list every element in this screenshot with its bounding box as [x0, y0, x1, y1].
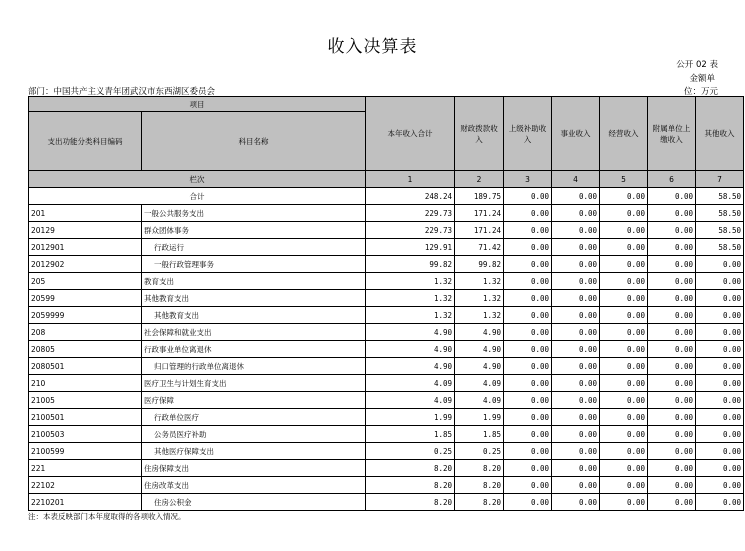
amount-cell: 0.25: [366, 443, 455, 460]
subject-name: 行政事业单位离退休: [142, 341, 366, 358]
code-header: 支出功能分类科目编码: [29, 112, 142, 171]
amount-cell: 0.00: [552, 256, 600, 273]
amount-cell: 8.20: [366, 494, 455, 511]
subject-name: 社会保障和就业支出: [142, 324, 366, 341]
amount-cell: 0.00: [552, 205, 600, 222]
amount-cell: 0.00: [696, 392, 744, 409]
total-value: 0.00: [648, 188, 696, 205]
amount-cell: 0.00: [504, 358, 552, 375]
amount-cell: 0.00: [504, 256, 552, 273]
amount-cell: 1.32: [455, 290, 504, 307]
amount-cell: 0.00: [600, 409, 648, 426]
fiscal-header: 财政拨款收入: [455, 97, 504, 171]
table-row: [29, 358, 744, 375]
function-code: 208: [29, 324, 142, 341]
total-value: 0.00: [552, 188, 600, 205]
table-row: [29, 392, 744, 409]
lanci-num: 3: [504, 171, 552, 188]
amount-cell: 0.00: [504, 307, 552, 324]
amount-cell: 8.20: [455, 460, 504, 477]
table-row: [29, 409, 744, 426]
amount-cell: 0.00: [648, 205, 696, 222]
table-row: [29, 205, 744, 222]
amount-cell: 0.00: [552, 392, 600, 409]
subject-name: 住房公积金: [142, 494, 366, 511]
amount-cell: 0.00: [600, 460, 648, 477]
amount-cell: 0.00: [600, 290, 648, 307]
amount-cell: 0.00: [648, 392, 696, 409]
amount-cell: 4.09: [366, 375, 455, 392]
amount-cell: 0.00: [504, 426, 552, 443]
amount-cell: 58.50: [696, 239, 744, 256]
amount-cell: 0.00: [696, 460, 744, 477]
total-label: 合计: [29, 188, 366, 205]
amount-cell: 8.20: [366, 477, 455, 494]
amount-cell: 0.00: [648, 324, 696, 341]
amount-cell: 1.32: [366, 290, 455, 307]
function-code: 2080501: [29, 358, 142, 375]
function-code: 201: [29, 205, 142, 222]
amount-cell: 4.90: [455, 341, 504, 358]
amount-cell: 8.20: [455, 494, 504, 511]
table-row: [29, 477, 744, 494]
amount-cell: 0.00: [504, 375, 552, 392]
table-row: [29, 460, 744, 477]
amount-cell: 4.09: [455, 392, 504, 409]
function-code: 221: [29, 460, 142, 477]
amount-cell: 0.00: [648, 239, 696, 256]
lanci-num: 2: [455, 171, 504, 188]
amount-cell: 0.00: [600, 273, 648, 290]
amount-cell: 0.00: [504, 341, 552, 358]
amount-cell: 0.00: [552, 358, 600, 375]
amount-cell: 58.50: [696, 222, 744, 239]
amount-cell: 0.00: [696, 324, 744, 341]
subject-name: 医疗卫生与计划生育支出: [142, 375, 366, 392]
subject-name: 教育支出: [142, 273, 366, 290]
amount-cell: 0.00: [600, 307, 648, 324]
function-code: 205: [29, 273, 142, 290]
amount-cell: 0.00: [648, 222, 696, 239]
total-value: 189.75: [455, 188, 504, 205]
amount-cell: 229.73: [366, 222, 455, 239]
item-header: 项目: [29, 97, 366, 112]
table-row: [29, 324, 744, 341]
amount-cell: 1.85: [366, 426, 455, 443]
table-row: [29, 273, 744, 290]
function-code: 20805: [29, 341, 142, 358]
amount-cell: 0.00: [600, 341, 648, 358]
table-row: [29, 426, 744, 443]
table-row: [29, 443, 744, 460]
amount-cell: 0.00: [552, 222, 600, 239]
amount-cell: 0.00: [552, 494, 600, 511]
amount-cell: 4.09: [366, 392, 455, 409]
total-value: 0.00: [600, 188, 648, 205]
subject-name: 住房保障支出: [142, 460, 366, 477]
amount-cell: 0.00: [600, 358, 648, 375]
amount-cell: 0.00: [600, 426, 648, 443]
amount-cell: 0.00: [696, 273, 744, 290]
amount-cell: 0.00: [696, 256, 744, 273]
subject-name: 行政单位医疗: [142, 409, 366, 426]
function-code: 2100501: [29, 409, 142, 426]
amount-cell: 8.20: [366, 460, 455, 477]
table-row: [29, 375, 744, 392]
amount-cell: 0.00: [648, 409, 696, 426]
amount-cell: 0.00: [696, 443, 744, 460]
lanci-num: 4: [552, 171, 600, 188]
amount-cell: 4.09: [455, 375, 504, 392]
unit-label-line1: 金额单: [689, 74, 715, 84]
function-code: 2210201: [29, 494, 142, 511]
amount-cell: 0.00: [504, 205, 552, 222]
total-row: [29, 188, 744, 205]
table-row: [29, 222, 744, 239]
table-row: [29, 239, 744, 256]
lanci-num: 5: [600, 171, 648, 188]
amount-cell: 0.00: [552, 443, 600, 460]
amount-cell: 129.91: [366, 239, 455, 256]
function-code: 20599: [29, 290, 142, 307]
report-title: 收入决算表: [327, 37, 418, 57]
operating-header: 经营收入: [600, 97, 648, 171]
amount-cell: 0.00: [648, 443, 696, 460]
amount-cell: 4.90: [366, 358, 455, 375]
amount-cell: 4.90: [455, 358, 504, 375]
function-code: 21005: [29, 392, 142, 409]
amount-cell: 4.90: [366, 341, 455, 358]
amount-cell: 0.00: [600, 443, 648, 460]
subject-name: 归口管理的行政单位离退休: [142, 358, 366, 375]
subject-name: 医疗保障: [142, 392, 366, 409]
amount-cell: 4.90: [366, 324, 455, 341]
amount-cell: 0.00: [696, 307, 744, 324]
department-label: 部门：中国共产主义青年团武汉市东西湖区委员会: [28, 87, 216, 97]
amount-cell: 0.00: [600, 239, 648, 256]
amount-cell: 0.00: [600, 222, 648, 239]
amount-cell: 0.00: [504, 290, 552, 307]
table-row: [29, 290, 744, 307]
amount-cell: 4.90: [455, 324, 504, 341]
amount-cell: 0.00: [504, 239, 552, 256]
amount-cell: 0.00: [696, 494, 744, 511]
amount-cell: 8.20: [455, 477, 504, 494]
amount-cell: 99.82: [455, 256, 504, 273]
form-number: 公开 02 表: [676, 60, 718, 70]
unit-label-line2: 位：万元: [683, 87, 718, 97]
lanci-label: 栏次: [29, 171, 366, 188]
amount-cell: 0.00: [552, 409, 600, 426]
amount-cell: 171.24: [455, 205, 504, 222]
header-row-item: [29, 97, 744, 112]
amount-cell: 0.00: [552, 273, 600, 290]
amount-cell: 58.50: [696, 205, 744, 222]
amount-cell: 1.99: [366, 409, 455, 426]
subject-name: 住房改革支出: [142, 477, 366, 494]
amount-cell: 0.00: [600, 375, 648, 392]
amount-cell: 0.00: [600, 205, 648, 222]
amount-cell: 0.00: [504, 273, 552, 290]
subject-name: 其他教育支出: [142, 307, 366, 324]
amount-cell: 0.00: [504, 443, 552, 460]
amount-cell: 0.00: [696, 477, 744, 494]
function-code: 210: [29, 375, 142, 392]
amount-cell: 0.00: [648, 273, 696, 290]
lanci-num: 6: [648, 171, 696, 188]
amount-cell: 1.85: [455, 426, 504, 443]
amount-cell: 171.24: [455, 222, 504, 239]
amount-cell: 0.00: [504, 477, 552, 494]
amount-cell: 0.00: [552, 239, 600, 256]
amount-cell: 0.00: [648, 494, 696, 511]
subject-name: 一般行政管理事务: [142, 256, 366, 273]
total-value: 58.50: [696, 188, 744, 205]
amount-cell: 0.00: [552, 324, 600, 341]
amount-cell: 0.00: [552, 290, 600, 307]
amount-cell: 0.00: [504, 409, 552, 426]
function-code: 20129: [29, 222, 142, 239]
amount-cell: 1.32: [455, 273, 504, 290]
amount-cell: 0.00: [504, 324, 552, 341]
amount-cell: 0.00: [552, 307, 600, 324]
subject-name: 一般公共服务支出: [142, 205, 366, 222]
amount-cell: 0.00: [600, 256, 648, 273]
amount-cell: 0.00: [648, 358, 696, 375]
amount-cell: 0.00: [552, 375, 600, 392]
function-code: 2012902: [29, 256, 142, 273]
amount-cell: 0.00: [696, 426, 744, 443]
subsidy-header: 上级补助收入: [504, 97, 552, 171]
amount-cell: 0.00: [648, 460, 696, 477]
amount-cell: 0.00: [504, 494, 552, 511]
amount-cell: 0.00: [552, 426, 600, 443]
amount-cell: 0.00: [648, 290, 696, 307]
affiliate-header: 附属单位上缴收入: [648, 97, 696, 171]
amount-cell: 0.00: [504, 392, 552, 409]
amount-cell: 0.00: [648, 375, 696, 392]
subject-name: 行政运行: [142, 239, 366, 256]
subject-name: 公务员医疗补助: [142, 426, 366, 443]
amount-cell: 0.00: [648, 426, 696, 443]
amount-cell: 0.00: [552, 341, 600, 358]
subject-name: 群众团体事务: [142, 222, 366, 239]
business-header: 事业收入: [552, 97, 600, 171]
total-value: 248.24: [366, 188, 455, 205]
amount-cell: 1.32: [455, 307, 504, 324]
amount-cell: 0.00: [696, 290, 744, 307]
table-note: 注：本表反映部门本年度取得的各项收入情况。: [28, 512, 186, 521]
amount-cell: 0.00: [648, 341, 696, 358]
name-header: 科目名称: [142, 112, 366, 171]
function-code: 2100503: [29, 426, 142, 443]
amount-cell: 0.00: [696, 358, 744, 375]
function-code: 2059999: [29, 307, 142, 324]
amount-cell: 0.00: [504, 222, 552, 239]
function-code: 2012901: [29, 239, 142, 256]
total-value: 0.00: [504, 188, 552, 205]
amount-cell: 0.00: [696, 375, 744, 392]
amount-cell: 0.00: [696, 409, 744, 426]
lanci-num: 7: [696, 171, 744, 188]
table-row: [29, 494, 744, 511]
amount-cell: 229.73: [366, 205, 455, 222]
amount-cell: 0.25: [455, 443, 504, 460]
function-code: 2100599: [29, 443, 142, 460]
amount-cell: 1.32: [366, 307, 455, 324]
amount-cell: 0.00: [600, 324, 648, 341]
amount-cell: 0.00: [552, 477, 600, 494]
table-row: [29, 341, 744, 358]
table-row: [29, 256, 744, 273]
amount-cell: 0.00: [600, 494, 648, 511]
amount-cell: 71.42: [455, 239, 504, 256]
amount-cell: 0.00: [648, 256, 696, 273]
amount-cell: 0.00: [600, 477, 648, 494]
amount-cell: 0.00: [696, 341, 744, 358]
other-header: 其他收入: [696, 97, 744, 171]
subject-name: 其他教育支出: [142, 290, 366, 307]
amount-cell: 0.00: [552, 460, 600, 477]
subject-name: 其他医疗保障支出: [142, 443, 366, 460]
amount-cell: 0.00: [648, 307, 696, 324]
amount-cell: 0.00: [504, 460, 552, 477]
total-header: 本年收入合计: [366, 97, 455, 171]
income-table: [28, 96, 744, 511]
function-code: 22102: [29, 477, 142, 494]
lanci-num: 1: [366, 171, 455, 188]
amount-cell: 1.32: [366, 273, 455, 290]
amount-cell: 1.99: [455, 409, 504, 426]
table-row: [29, 307, 744, 324]
amount-cell: 99.82: [366, 256, 455, 273]
lanci-row: [29, 171, 744, 188]
amount-cell: 0.00: [648, 477, 696, 494]
amount-cell: 0.00: [600, 392, 648, 409]
